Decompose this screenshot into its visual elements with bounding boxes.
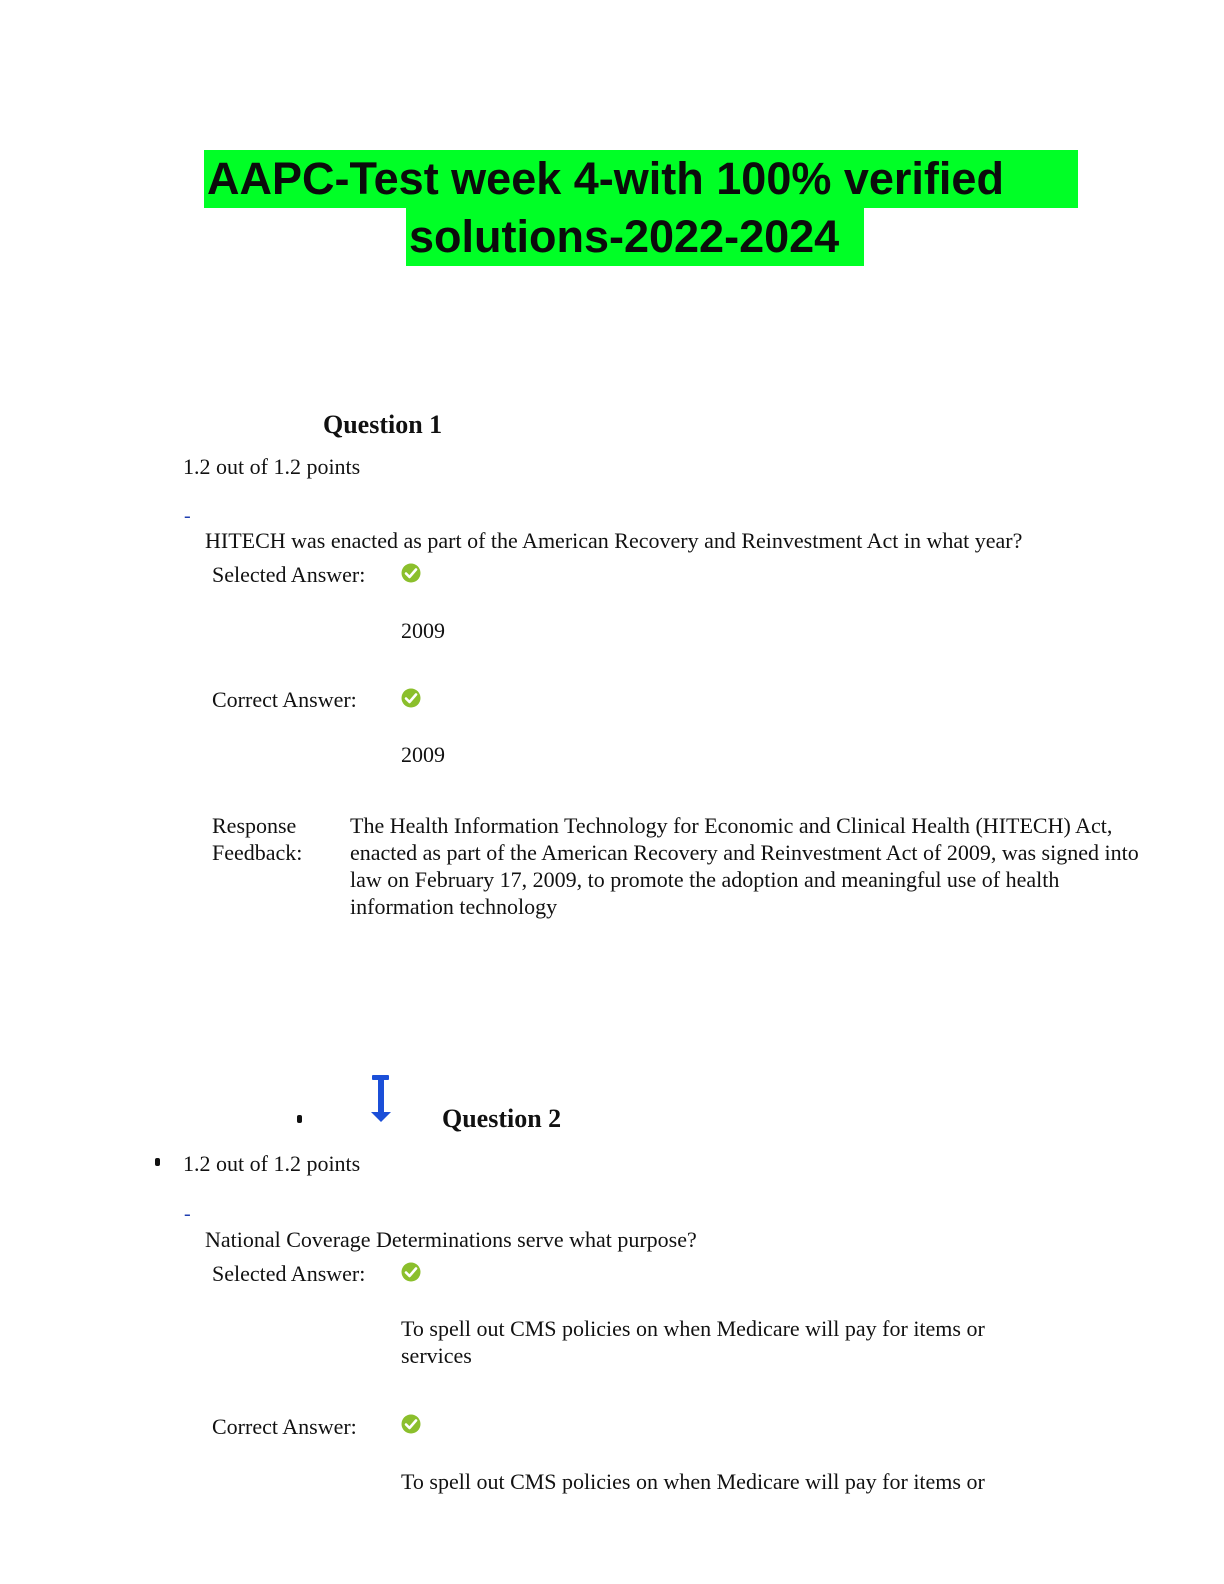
check-circle-icon bbox=[401, 1414, 421, 1434]
q2-correct-answer-label: Correct Answer: bbox=[212, 1414, 357, 1439]
check-circle-icon bbox=[401, 563, 421, 583]
q1-selected-answer-label: Selected Answer: bbox=[212, 562, 366, 587]
question-1-text: HITECH was enacted as part of the American Recovery and Reinvestment Act in what year? bbox=[205, 528, 1023, 553]
bullet-dot bbox=[155, 1158, 160, 1166]
question-2-heading: Question 2 bbox=[442, 1104, 562, 1133]
check-circle-icon bbox=[401, 1262, 421, 1282]
question-1-points: 1.2 out of 1.2 points bbox=[183, 454, 361, 479]
q1-feedback-label-line2: Feedback: bbox=[212, 840, 303, 865]
q1-feedback-label-line1: Response bbox=[212, 813, 297, 838]
question-2-dash: - bbox=[184, 1203, 191, 1225]
question-1-dash: - bbox=[184, 505, 191, 527]
q1-feedback-text: The Health Information Technology for Economic and Clinical Health (HITECH) Act, enacted as part of the American Recovery and Reinvestment Act of 2009, was signed into law on February 17, 2009, to promote the adoption and meaningful use of health information technology bbox=[350, 813, 1139, 919]
question-2-text: National Coverage Determinations serve what purpose? bbox=[205, 1227, 697, 1252]
bullet-dot bbox=[297, 1115, 302, 1123]
question-2-points: 1.2 out of 1.2 points bbox=[183, 1151, 361, 1176]
text-cursor-icon bbox=[368, 1074, 394, 1124]
q1-correct-answer-value: 2009 bbox=[401, 742, 445, 767]
title-line-1: AAPC-Test week 4-with 100% verified bbox=[204, 150, 1078, 208]
title-line-2: solutions-2022-2024 bbox=[406, 208, 864, 266]
q1-selected-answer-value: 2009 bbox=[401, 618, 445, 643]
q2-correct-answer-value: To spell out CMS policies on when Medicare will pay for items or bbox=[401, 1469, 985, 1494]
q2-selected-answer-label: Selected Answer: bbox=[212, 1261, 366, 1286]
check-circle-icon bbox=[401, 688, 421, 708]
q2-selected-answer-value: To spell out CMS policies on when Medicare will pay for items or services bbox=[401, 1316, 985, 1368]
q1-correct-answer-label: Correct Answer: bbox=[212, 687, 357, 712]
question-1-heading: Question 1 bbox=[323, 410, 443, 439]
